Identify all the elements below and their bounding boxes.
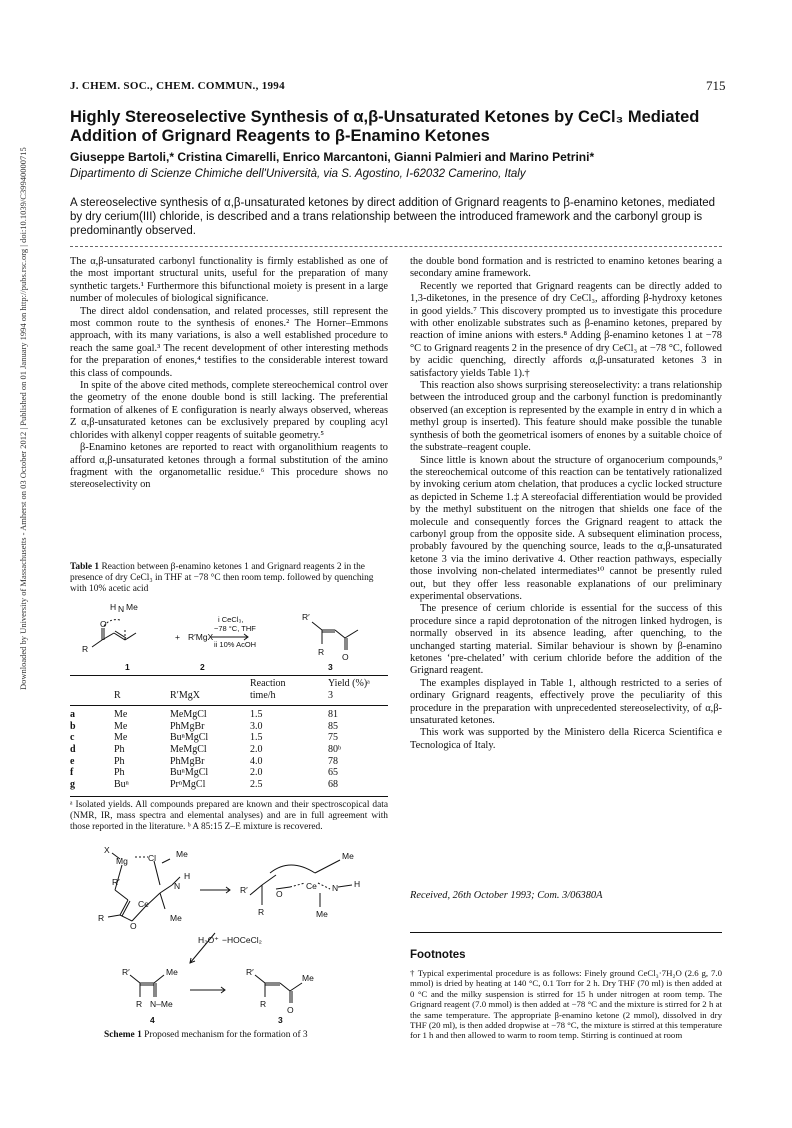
- table-row: [70, 709, 388, 721]
- table-cell: Ph: [114, 743, 125, 755]
- scheme1-figure: [90, 845, 380, 1025]
- footnote-text: † Typical experimental procedure is as follows: Finely ground CeCl₃·7H₂O (2.6 g, 7.0 mmol) is dried by heating at 140 °C, 0.1 Torr for 2 h. Dry THF (70 ml) is then added at 0 °C and the milky suspension is stirred for 15 h under nitrogen at room temp. The Grignard reagent (7.0 mmol) is then added at −78 °C and the mixture is stirred for 2 h at the same temperature. The appropriate β-enamino ketone (2 mmol), dissolved in dry THF (20 ml), is then added dropwise at −78 °C, the mixture is stirred at this temperature for 1 h and then allowed to warm to room temp. Stirring is continued at room: [410, 968, 722, 1041]
- table-row: [70, 732, 388, 744]
- oxygen-label-2: O: [276, 889, 283, 899]
- header-cell: 3: [328, 689, 333, 701]
- footnotes-divider: [410, 932, 722, 933]
- table-row: [70, 767, 388, 779]
- methyl-label-4: Me: [316, 909, 328, 919]
- chloride-label: Cl: [148, 853, 157, 863]
- results-table: [70, 678, 388, 790]
- header-cell: R: [114, 689, 121, 701]
- compound-4-label: 4: [150, 1015, 155, 1025]
- table-cell: 4.0: [250, 755, 263, 767]
- table-cell: 1.5: [250, 732, 263, 744]
- r-label-4: R: [260, 999, 267, 1009]
- paragraph: the double bond formation and is restricted to enamino ketones bearing a secondary amine framework.: [410, 256, 722, 280]
- table-header-row: [70, 690, 388, 702]
- condition-1: i CeCl₃,: [218, 615, 244, 624]
- table-cell: 65: [328, 767, 338, 779]
- table-cell: Ph: [114, 755, 125, 767]
- left-column-text: [70, 256, 388, 492]
- paragraph: This reaction also shows surprising stereoselectivity: a trans relationship between the introduced group and the carbonyl function is predominantly observed (an exception is represented by the example in entry d in which a methyl group is inserted). This feature should make possible the tunable synthesis of both the geometrical isomers of enones by a suitable choice of the substrate–reagent couple.: [410, 380, 722, 454]
- table-cell: a: [70, 709, 75, 721]
- methyl-label-6: Me: [302, 973, 314, 983]
- compound-3-label-scheme: 3: [278, 1015, 283, 1025]
- table-cell: e: [70, 755, 75, 767]
- table-cell: 1.5: [250, 709, 263, 721]
- methyl-label-5: Me: [166, 967, 178, 977]
- hydrogen-label: H: [184, 871, 191, 881]
- halide-x-label: X: [104, 845, 110, 855]
- table-cell: 2.0: [250, 743, 263, 755]
- plus-sign: +: [175, 632, 180, 642]
- table-cell: Buⁿ: [114, 778, 129, 790]
- table-cell: BuⁿMgCl: [170, 732, 209, 744]
- table-cell: 81: [328, 709, 338, 721]
- compound-3-label: 3: [328, 662, 333, 672]
- header-cell: R′MgX: [170, 689, 200, 701]
- table-row: [70, 756, 388, 768]
- amine-h-label: H: [110, 602, 117, 612]
- carbonyl-o-label-3: O: [342, 652, 349, 662]
- table-row: [70, 721, 388, 733]
- table-cell: c: [70, 732, 75, 744]
- table-cell: g: [70, 778, 75, 790]
- table-cell: PrⁿMgCl: [170, 778, 206, 790]
- cerium-label-2: Ce: [306, 881, 317, 891]
- download-sidebar: [4, 147, 28, 690]
- table-cell: 2.5: [250, 778, 263, 790]
- scheme-caption: [104, 1030, 384, 1040]
- methyl-label-3: Me: [342, 851, 354, 861]
- authors: Giuseppe Bartoli,* Cristina Cimarelli, Enrico Marcantoni, Gianni Palmieri and Marino Petrini*: [70, 150, 595, 164]
- table-row: [70, 744, 388, 756]
- table-cell: 75: [328, 732, 338, 744]
- affiliation: Dipartimento di Scienze Chimiche dell'Università, via S. Agostino, I-62032 Camerino, Italy: [70, 168, 526, 180]
- arrow-label-acid: H₃O⁺: [198, 935, 219, 945]
- paragraph: The examples displayed in Table 1, although restricted to a series of ordinary Grignard reagents, effectively prove the peculiarity of this procedure in the preparation with unprecedented stereoselectivity, of α,β-unsaturated ketones.: [410, 677, 722, 727]
- table-cell: BuⁿMgCl: [170, 767, 209, 779]
- cerium-label: Ce: [138, 899, 149, 909]
- substituent-r-label-3: R: [318, 647, 325, 657]
- right-column-text: [410, 256, 722, 752]
- condition-2: −78 °C, THF: [214, 624, 256, 633]
- table-cell: 80ᵇ: [328, 743, 342, 755]
- r-label-2: R: [258, 907, 265, 917]
- table-cell: 68: [328, 778, 338, 790]
- compound-1-label: 1: [125, 662, 130, 672]
- amine-me-label: Me: [126, 602, 138, 612]
- footnotes-heading: Footnotes: [410, 949, 466, 961]
- oxygen-label-3: O: [287, 1005, 294, 1015]
- table-cell: 3.0: [250, 720, 263, 732]
- substituent-rp-label: R′: [302, 612, 310, 622]
- paragraph: The α,β-unsaturated carbonyl functionality is firmly established as one of the most important structural units, useful for the preparation of many synthetic targets.¹ Furthermore this bifunctional moiety is present in a large number of molecules of biological significance.: [70, 256, 388, 305]
- amine-n-label: N: [118, 604, 125, 614]
- table-cell: PhMgBr: [170, 755, 205, 767]
- table-footnote: ᵃ Isolated yields. All compounds prepared are known and their spectroscopical data (NMR, IR, mass spectra and elemental analyses) and are in full agreement with those reported in the literature. ᵇ A 85:15 Z–E mixture is recovered.: [70, 800, 388, 832]
- table-caption-text: Reaction between β-enamino ketones 1 and Grignard reagents 2 in the presence of dry CeCl₃ in THF at −78 °C then room temp. followed by quenching with 10% acetic acid: [70, 562, 374, 594]
- table-label: Table 1: [70, 562, 100, 572]
- table-cell: PhMgBr: [170, 720, 205, 732]
- table-cell: 85: [328, 720, 338, 732]
- abstract-divider: [70, 246, 722, 247]
- condition-3: ii 10% AcOH: [214, 640, 257, 649]
- page-number: 715: [706, 78, 726, 93]
- table-cell: d: [70, 743, 76, 755]
- compound-2-label: 2: [200, 662, 205, 672]
- nme-label: N–Me: [150, 999, 173, 1009]
- table-cell: Me: [114, 709, 128, 721]
- header-cell: Yield (%)ᵃ: [328, 678, 370, 689]
- table-cell: f: [70, 767, 74, 779]
- table-top-rule: [70, 675, 388, 676]
- carbonyl-o-label: O: [100, 619, 107, 629]
- nitrogen-label-2: N: [332, 883, 339, 893]
- arrow-label-loss: −HOCeCl₂: [222, 935, 262, 945]
- table1-reaction-scheme: [70, 600, 388, 672]
- table-cell: 2.0: [250, 767, 263, 779]
- methyl-label: Me: [176, 849, 188, 859]
- paragraph: Since little is known about the structure of organocerium compounds,⁹ the stereochemical outcome of this reaction can be tentatively rationalized by invoking cerium atom chelation, that produces a cyclic locked structure as depicted in Scheme 1.‡ A stereofacial differentiation would be provided by the methyl substituent on the nitrogen that shields one face of the molecule and consequently forces the Grignard reagent to attack the carbonyl group from the opposite side. A subsequent elimination process, probably favoured by the quenching source, leads to the α,β-unsaturated ketone 3 via the imino derivative 4. Other reaction pathways, especially those involving non-chelated intermediates¹⁰ cannot be presently ruled out, but they offer less reasonable explanations of our preliminary experimental observations.: [410, 454, 722, 602]
- table-bottom-rule: [70, 796, 388, 797]
- table-cell: Ph: [114, 767, 125, 779]
- oxygen-label: O: [130, 921, 137, 931]
- table-row: [70, 779, 388, 791]
- rp-label-3: R′: [122, 967, 130, 977]
- table-cell: MeMgCl: [170, 743, 207, 755]
- table-cell: 78: [328, 755, 338, 767]
- table-cell: Me: [114, 732, 128, 744]
- scheme-label: Scheme 1: [104, 1030, 142, 1040]
- grignard-reagent: R′MgX: [188, 632, 214, 642]
- paragraph: In spite of the above cited methods, complete stereochemical control over the geometry of the enone double bond is still lacking. The preferential formation of alkenes of E configuration is nearly always observed, whereas Z α,β-unsaturated ketones can be exclusively prepared by coupling acyl chlorides with alkenyl copper reagents of suitable geometry.⁵: [70, 380, 388, 441]
- rp-label-4: R′: [246, 967, 254, 977]
- table-cell: MeMgCl: [170, 709, 207, 721]
- substituent-r-label: R: [82, 644, 89, 654]
- rp-label-2: R′: [240, 885, 248, 895]
- received-line: Received, 26th October 1993; Com. 3/06380A: [410, 890, 603, 901]
- header-cell: Reaction: [250, 678, 286, 689]
- scheme-caption-text: Proposed mechanism for the formation of 3: [144, 1030, 308, 1040]
- table-header-row: [70, 678, 388, 690]
- table-caption: [70, 562, 388, 595]
- paragraph: The direct aldol condensation, and related processes, still represent the most common route to the synthesis of enones.² The Horner–Emmons approach, with its many variations, is also a well established procedure to reach the same goal.³ The recent development of other interesting methods for the preparation of enones,⁴ testifies to the considerable interest toward this class of compounds.: [70, 305, 388, 379]
- magnesium-label: Mg: [116, 856, 128, 866]
- header-cell: time/h: [250, 689, 276, 701]
- paragraph: This work was supported by the Ministero della Ricerca Scientifica e Tecnologica of Italy.: [410, 727, 722, 751]
- journal-header: J. CHEM. SOC., CHEM. COMMUN., 1994: [70, 80, 285, 92]
- paragraph: The presence of cerium chloride is essential for the success of this procedure since a rapid deprotonation of the nitrogen linked hydrogen, is normally observed in its absence leading, after quenching, to the unchanged starting material. Similar behaviour is shown by β-enamino ketones ‘pre-chelated’ with cerium chloride before the addition of the Grignard reagent.: [410, 603, 722, 677]
- paragraph: Recently we reported that Grignard reagents can be directly added to 1,3-diketones, in the presence of dry CeCl₃, affording β-hydroxy ketones in good yields.⁷ This discovery prompted us to investigate this procedure with other enolizable substrates such as β-enamino ketones, prepared by reaction of imine anions with esters.⁸ Adding β-enamino ketones 1 at −78 °C to Grignard reagents 2 in the presence of dry CeCl₃ at −78 °C, followed by acidic quenching, directly affords α,β-unsaturated ketones 3 in satisfactory yields Table 1).†: [410, 280, 722, 379]
- rp-label: R′: [112, 877, 120, 887]
- table-cell: b: [70, 720, 76, 732]
- r-label-3: R: [136, 999, 143, 1009]
- nitrogen-label: N: [174, 881, 181, 891]
- article-title: Highly Stereoselective Synthesis of α,β-Unsaturated Ketones by CeCl₃ Mediated Addition of Grignard Reagents to β-Enamino Ketones: [70, 108, 700, 145]
- r-label: R: [98, 913, 105, 923]
- methyl-label-2: Me: [170, 913, 182, 923]
- abstract: A stereoselective synthesis of α,β-unsaturated ketones by direct addition of Grignard reagents to β-enamino ketones, mediated by dry cerium(III) chloride, is described and a trans relationship between the introduced framework and the carbonyl group is predominantly observed.: [70, 197, 716, 237]
- hydrogen-label-2: H: [354, 879, 361, 889]
- table-cell: Me: [114, 720, 128, 732]
- paragraph: β-Enamino ketones are reported to react with organolithium reagents to afford α,β-unsaturated ketones through a formal substitution of the amino fragment with the organometallic residue.⁶ This procedure shows no stereoselectivity on: [70, 442, 388, 491]
- download-note[interactable]: Downloaded by University of Massachusetts - Amherst on 03 October 2012 | Published on 01 January 1994 on http://pubs.rsc.org | doi:10.1039/C39940000715: [18, 147, 28, 690]
